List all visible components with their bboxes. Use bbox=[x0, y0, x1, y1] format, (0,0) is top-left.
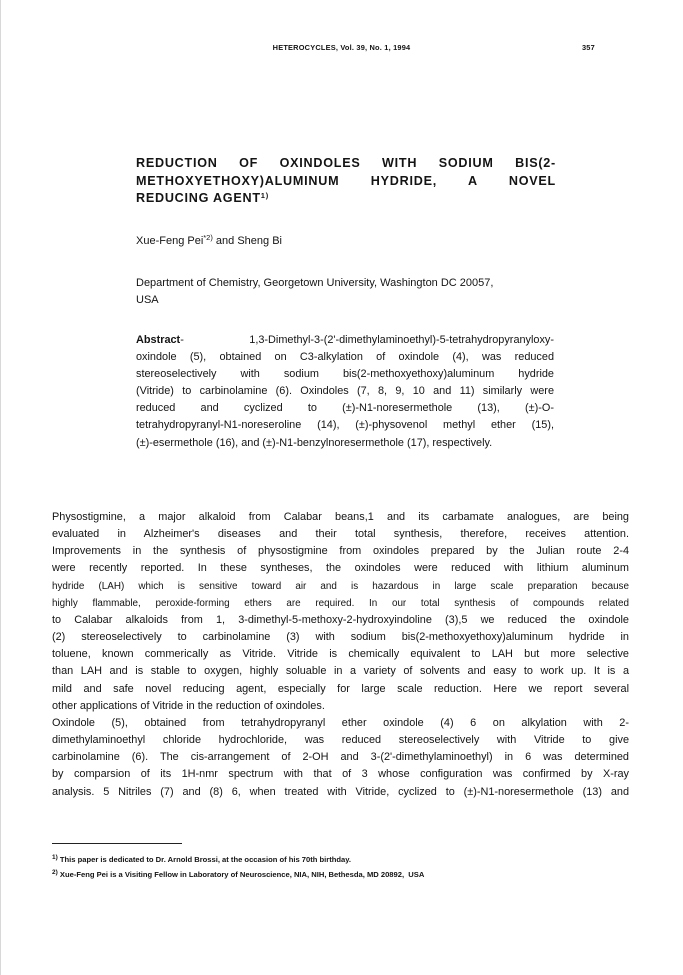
footnote bbox=[52, 870, 424, 879]
body-text bbox=[52, 509, 629, 801]
affiliation-line: Department of Chemistry, Georgetown University, Washington DC 20057, bbox=[136, 277, 494, 289]
body-line: by comparsion of its 1H-nmr spectrum with that of 3 whose configuration was confirmed by X-ray bbox=[52, 768, 629, 781]
running-header-journal: HETEROCYCLES, Vol. 39, No. 1, 1994 bbox=[272, 43, 411, 52]
title-line: METHOXYETHOXY)ALUMINUM HYDRIDE, A NOVEL bbox=[136, 173, 556, 188]
body-line: were recently reported. In these syntheses, the oxindoles were reduced with lithium aluminum bbox=[52, 562, 629, 575]
body-line: Oxindole (5), obtained from tetrahydropyranyl ether oxindole (4) 6 on alkylation with 2- bbox=[52, 716, 629, 729]
article-title bbox=[136, 155, 556, 208]
body-line: (2) stereoselectively to carbinolamine (3) with sodium bis(2-methoxyethoxy)aluminum hydride in bbox=[52, 631, 629, 644]
title-line: REDUCTION OF OXINDOLES WITH SODIUM BIS(2- bbox=[136, 156, 556, 170]
footnote-text: Xue-Feng Pei is a Visiting Fellow in Laboratory of Neuroscience, NIA, NIH, Bethesda, MD 20892, USA bbox=[57, 870, 425, 879]
affiliation-line: USA bbox=[136, 294, 159, 307]
abstract-line bbox=[136, 332, 554, 349]
abstract-line: reduced and cyclized to (±)-N1-noresermethole (13), (±)-O- bbox=[136, 402, 554, 415]
body-line: analysis. 5 Nitriles (7) and (8) 6, when treated with Vitride, cyclized to (±)-N1-noresermethole (13) and bbox=[52, 785, 629, 798]
body-line: carbinolamine (6). The cis-arrangement of 2-OH and 3-(2'-dimethylaminoethyl) in 6 was determined bbox=[52, 751, 629, 764]
body-line: highly flammable, peroxide-forming ethers are required. In our total synthesis of compounds related bbox=[52, 597, 629, 609]
body-line: other applications of Vitride in the reduction of oxindoles. bbox=[52, 699, 325, 712]
affiliation bbox=[136, 275, 554, 309]
abstract-line: tetrahydropyranyl-N1-noreseroline (14), (±)-physovenol methyl ether (15), bbox=[136, 419, 554, 432]
body-line: dimethylaminoethyl chloride hydrochloride, was reduced stereoselectively with Vitride to give bbox=[52, 734, 629, 747]
body-line: Physostigmine, a major alkaloid from Calabar beans,1 and its carbamate analogues, are being bbox=[52, 511, 629, 523]
abstract-line: (±)-esermethole (16), and (±)-N1-benzylnoresermethole (17), respectively. bbox=[136, 436, 493, 449]
abstract-line: (Vitride) to carbinolamine (6). Oxindoles (7, 8, 9, 10 and 11) similarly were bbox=[136, 385, 554, 398]
body-line: toluene, known commerically as Vitride. Vitride is chemically equivalent to LAH but more selective bbox=[52, 648, 629, 661]
author-name: Sheng Bi bbox=[237, 235, 282, 247]
footnote-rule bbox=[52, 843, 182, 844]
body-line: Improvements in the synthesis of physostigmine from oxindoles prepared by the Julian route 2-4 bbox=[52, 545, 629, 558]
body-line: hydride (LAH) which is sensitive toward air and is hazardous in large scale preparation because bbox=[52, 580, 629, 592]
body-line: evaluated in Alzheimer's diseases and their total synthesis, therefore, receives attention. bbox=[52, 528, 629, 541]
title-line-last bbox=[136, 190, 556, 208]
title-footnote-marker[interactable]: 1) bbox=[260, 191, 269, 200]
author-name: Xue-Feng Pei bbox=[136, 235, 204, 247]
body-line: to Calabar alkaloids from 1, 3-dimethyl-5-methoxy-2-hydroxyindoline (3),5 we reduced the oxindole bbox=[52, 613, 629, 626]
body-line: mild and safe novel reducing agent, especially for large scale reduction. Here we report several bbox=[52, 682, 629, 695]
abstract-line: oxindole (5), obtained on C3-alkylation of oxindole (4), was reduced bbox=[136, 351, 554, 364]
abstract-line: stereoselectively with sodium bis(2-methoxyethoxy)aluminum hydride bbox=[136, 368, 554, 381]
abstract bbox=[136, 332, 554, 452]
author-joiner: and bbox=[212, 235, 238, 247]
abstract-line-text: - 1,3-Dimethyl-3-(2'-dimethylaminoethyl)-5-tetrahydropyranyloxy- bbox=[180, 334, 554, 346]
footnote-marker: 1) bbox=[52, 854, 58, 861]
footnote-text: This paper is dedicated to Dr. Arnold Brossi, at the occasion of his 70th birthday. bbox=[57, 855, 352, 864]
author-footnote-marker[interactable]: *2) bbox=[203, 233, 213, 242]
title-line-text: REDUCING AGENT bbox=[136, 191, 261, 205]
abstract-label: Abstract bbox=[136, 334, 181, 346]
body-line: than LAH and is stable to oxygen, highly soluable in a variety of solvents and easy to work up. It is a bbox=[52, 665, 629, 678]
author-list bbox=[136, 235, 282, 247]
page-number: 357 bbox=[582, 43, 595, 52]
footnote bbox=[52, 855, 351, 864]
footnote-marker: 2) bbox=[52, 869, 58, 876]
